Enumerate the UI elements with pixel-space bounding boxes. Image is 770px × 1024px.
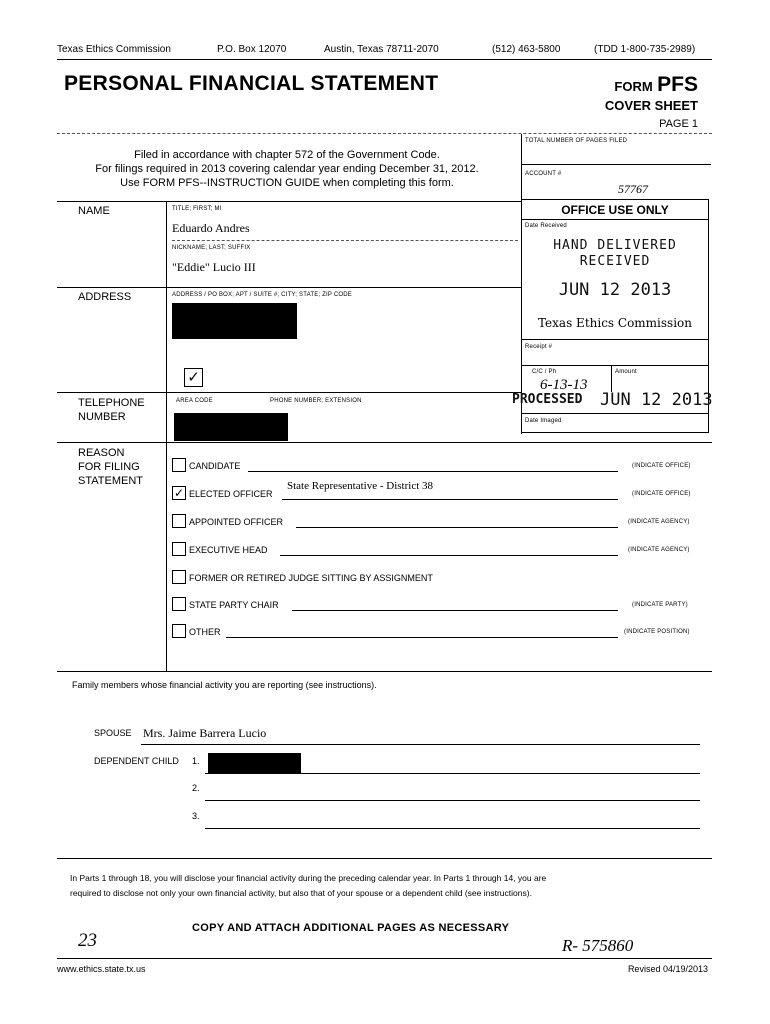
appointed-officer-hint: (INDICATE AGENCY) — [628, 519, 690, 525]
footer-rule-bottom — [57, 958, 712, 959]
elected-officer-label: ELECTED OFFICER — [189, 489, 273, 499]
handwritten-page-count: 23 — [78, 930, 97, 951]
office-use-title: OFFICE USE ONLY — [561, 203, 669, 217]
child1-line — [205, 773, 700, 774]
date-imaged-label: Date Imaged — [525, 418, 562, 424]
state-party-chair-label: STATE PARTY CHAIR — [189, 600, 279, 610]
header-tdd: (TDD 1-800-735-2989) — [594, 44, 696, 55]
address-label: ADDRESS — [78, 291, 132, 303]
reason-label-line2: FOR FILING — [78, 461, 140, 473]
state-party-chair-checkbox[interactable] — [172, 597, 186, 611]
title-rule — [57, 133, 712, 134]
intro-line3: Use FORM PFS--INSTRUCTION GUIDE when completing this form. — [120, 177, 454, 189]
elected-officer-value[interactable]: State Representative - District 38 — [287, 480, 434, 492]
former-judge-checkbox[interactable] — [172, 570, 186, 584]
form-code-value: PFS — [657, 73, 698, 96]
candidate-line — [248, 471, 618, 472]
executive-head-line — [280, 555, 618, 556]
state-party-chair-hint: (INDICATE PARTY) — [632, 602, 688, 608]
address-redaction — [172, 303, 297, 339]
office-use-rule — [521, 219, 709, 220]
processed-stamp: PROCESSED — [512, 392, 583, 407]
spouse-label: SPOUSE — [94, 728, 132, 738]
elected-officer-line — [282, 499, 618, 500]
reason-label-line1: REASON — [78, 447, 125, 459]
other-line — [226, 637, 618, 638]
handwritten-receipt-number: R- 575860 — [562, 936, 634, 955]
phone-redaction — [174, 413, 288, 441]
account-label: ACCOUNT # — [525, 171, 562, 177]
executive-head-hint: (INDICATE AGENCY) — [628, 547, 690, 553]
address-field-label: ADDRESS / PO BOX; APT / SUITE #; CITY; STATE; ZIP CODE — [172, 292, 353, 298]
page-title: PERSONAL FINANCIAL STATEMENT — [64, 72, 439, 95]
executive-head-checkbox[interactable] — [172, 542, 186, 556]
footer-notice — [70, 871, 546, 901]
total-pages-rule — [521, 164, 711, 165]
header-agency: Texas Ethics Commission — [57, 44, 171, 55]
nickname-label: NICKNAME; LAST; SUFFIX — [172, 245, 251, 251]
telephone-label-line2: NUMBER — [78, 411, 126, 423]
candidate-hint: (INDICATE OFFICE) — [632, 463, 691, 469]
elected-officer-checkbox[interactable] — [172, 486, 186, 500]
intro-line1: Filed in accordance with chapter 572 of the Government Code. — [134, 149, 440, 161]
intro-text — [57, 148, 517, 190]
child1-redaction — [208, 753, 301, 773]
stamp-agency: Texas Ethics Commission — [537, 316, 693, 330]
stamp-hand-delivered: HAND DELIVERED — [553, 238, 677, 253]
executive-head-label: EXECUTIVE HEAD — [189, 545, 268, 555]
phone-number-label: PHONE NUMBER; EXTENSION — [270, 398, 362, 404]
checkmark-icon: ✓ — [187, 369, 200, 386]
footer-rule-top — [57, 858, 712, 859]
attach-notice: COPY AND ATTACH ADDITIONAL PAGES AS NECESSARY — [192, 922, 510, 934]
appointed-officer-line — [296, 527, 618, 528]
handwritten-date: 6-13-13 — [540, 377, 588, 393]
total-pages-label: TOTAL NUMBER OF PAGES FILED — [525, 138, 628, 144]
footer-line2: required to disclose not only your own financial activity, but also that of your spouse or a dependent child (see instructions). — [70, 888, 532, 898]
header-phone: (512) 463-5800 — [492, 44, 561, 55]
child3-line — [205, 828, 700, 829]
receipt-label: Receipt # — [525, 344, 553, 350]
date-imaged-rule — [521, 413, 709, 414]
processed-date: JUN 12 2013 — [600, 390, 713, 410]
state-party-chair-line — [292, 610, 618, 611]
checkmark-icon: ✓ — [173, 486, 185, 500]
form-code — [614, 73, 698, 97]
dependent-child-label: DEPENDENT CHILD — [94, 756, 179, 766]
telephone-label — [78, 396, 145, 424]
spouse-value[interactable]: Mrs. Jaime Barrera Lucio — [143, 726, 267, 740]
child1-number: 1. — [192, 756, 200, 766]
elected-officer-hint: (INDICATE OFFICE) — [632, 491, 691, 497]
other-checkbox[interactable] — [172, 624, 186, 638]
telephone-label-line1: TELEPHONE — [78, 397, 145, 409]
amount-label: Amount — [615, 369, 637, 375]
section-rule-family — [57, 671, 712, 672]
nickname-value[interactable]: "Eddie" Lucio III — [172, 260, 256, 274]
form-subtitle: COVER SHEET — [604, 98, 698, 113]
form-page: PAGE 1 — [659, 118, 698, 130]
title-first-label: TITLE; FIRST; MI — [172, 206, 222, 212]
initials-label: C/C / Ph — [532, 369, 557, 375]
area-code-label: AREA CODE — [176, 398, 213, 404]
candidate-checkbox[interactable] — [172, 458, 186, 472]
candidate-label: CANDIDATE — [189, 461, 241, 471]
child2-line — [205, 800, 700, 801]
spouse-line — [141, 744, 700, 745]
header-city: Austin, Texas 78711-2070 — [324, 44, 439, 55]
stamp-received: RECEIVED — [579, 254, 651, 269]
name-mid-rule — [172, 240, 518, 241]
stamp-date: JUN 12 2013 — [558, 280, 672, 300]
account-value: 57767 — [618, 182, 648, 196]
label-column-divider — [166, 201, 167, 671]
appointed-officer-checkbox[interactable] — [172, 514, 186, 528]
former-judge-label: FORMER OR RETIRED JUDGE SITTING BY ASSIGNMENT — [189, 573, 433, 583]
section-rule-reason — [57, 442, 712, 443]
header-rule — [57, 59, 712, 60]
revised-date: Revised 04/19/2013 — [627, 964, 708, 974]
intro-line2: For filings required in 2013 covering calendar year ending December 31, 2012. — [95, 163, 479, 175]
appointed-officer-label: APPOINTED OFFICER — [189, 517, 284, 527]
header-bar — [57, 44, 712, 58]
amount-divider — [611, 365, 612, 392]
other-label: OTHER — [189, 627, 221, 637]
website: www.ethics.state.tx.us — [57, 964, 146, 974]
family-intro: Family members whose financial activity you are reporting (see instructions). — [72, 680, 377, 690]
amount-rule — [521, 365, 709, 366]
address-checkbox[interactable] — [184, 368, 203, 387]
child2-number: 2. — [192, 783, 200, 793]
form-prefix: FORM — [614, 79, 653, 94]
name-label: NAME — [78, 205, 110, 217]
other-hint: (INDICATE POSITION) — [624, 629, 690, 635]
header-pobox: P.O. Box 12070 — [217, 44, 287, 55]
title-first-value[interactable]: Eduardo Andres — [172, 221, 250, 235]
receipt-rule — [521, 339, 709, 340]
child3-number: 3. — [192, 811, 200, 821]
section-rule-address — [57, 287, 521, 288]
footer-line1: In Parts 1 through 18, you will disclose your financial activity during the preceding calendar year. In Parts 1 through 14, you are — [70, 873, 547, 883]
section-rule-name — [57, 201, 521, 202]
reason-label — [78, 446, 143, 488]
section-rule-telephone — [57, 392, 521, 393]
date-received-label: Date Received — [525, 223, 567, 229]
reason-label-line3: STATEMENT — [78, 475, 143, 487]
